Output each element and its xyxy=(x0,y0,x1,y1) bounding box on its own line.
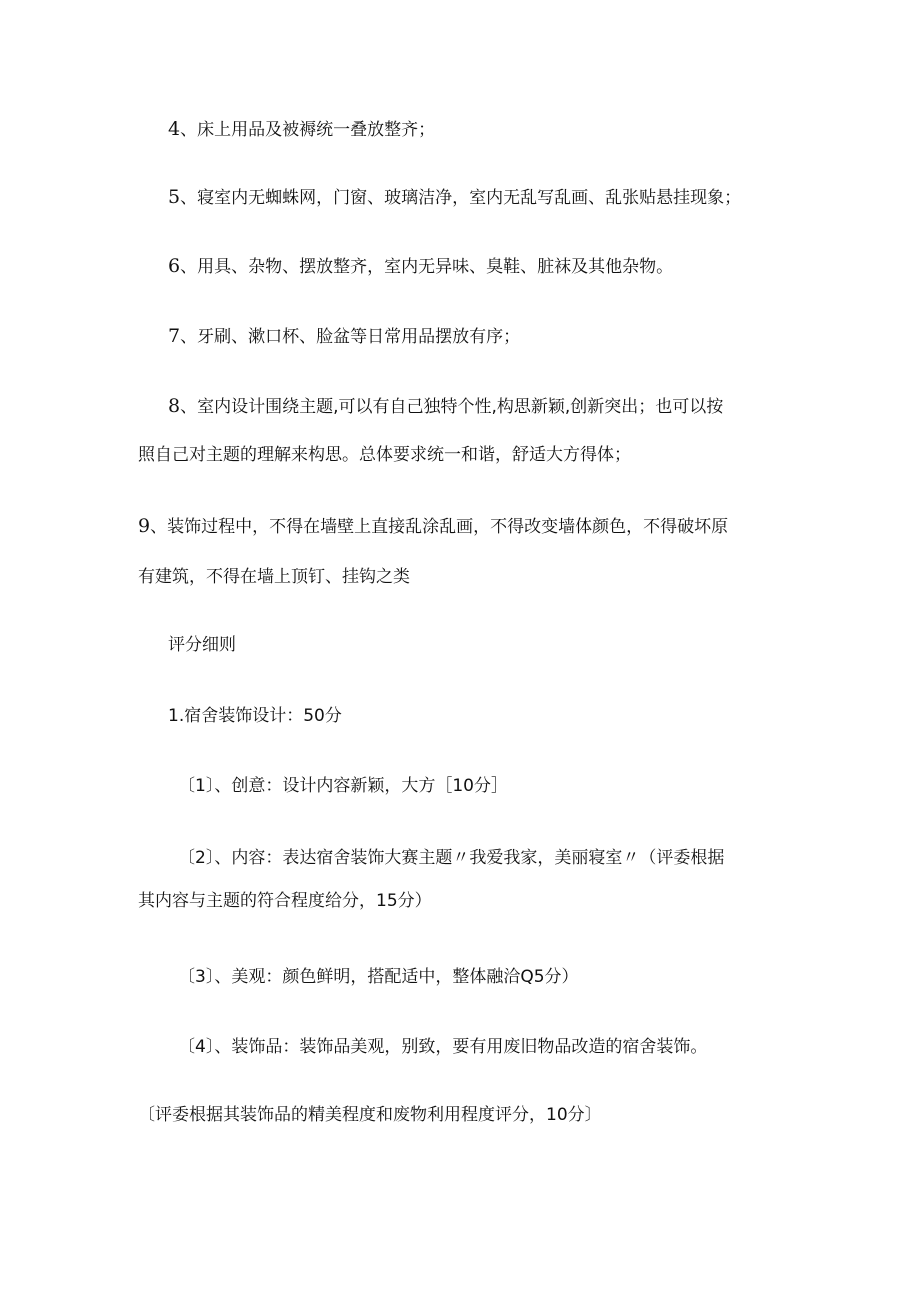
scoring-item-4-line-1: 〔4〕、装饰品：装饰品美观，别致，要有用废旧物品改造的宿舍装饰。 xyxy=(178,1037,708,1057)
rule-7: 7、牙刷、漱口杯、脸盆等日常用品摆放有序； xyxy=(168,325,521,347)
scoring-item-1: 〔1〕、创意：设计内容新颖，大方［10分］ xyxy=(178,776,508,796)
scoring-item-2-line-2: 其内容与主题的符合程度给分，15分） xyxy=(138,891,432,911)
rule-9-line-2: 有建筑，不得在墙上顶钉、挂钩之类 xyxy=(138,567,410,587)
scoring-item-3: 〔3〕、美观：颜色鲜明，搭配适中，整体融洽Q5分） xyxy=(178,967,579,987)
rule-8-line-1: 8、室内设计围绕主题,可以有自己独特个性,构思新颖,创新突出；也可以按 xyxy=(168,395,724,417)
scoring-item-4-line-2: 〔评委根据其装饰品的精美程度和废物利用程度评分，10分〕 xyxy=(138,1105,602,1125)
scoring-section-1: 1.宿舍装饰设计：50分 xyxy=(168,706,342,726)
rule-9-line-1: 9、装饰过程中，不得在墙壁上直接乱涂乱画，不得改变墙体颜色，不得破坏原 xyxy=(138,515,729,537)
rule-8-line-2: 照自己对主题的理解来构思。总体要求统一和谐，舒适大方得体； xyxy=(138,445,631,465)
scoring-item-2-line-1: 〔2〕、内容：表达宿舍装饰大赛主题〃我爱我家，美丽寝室〃（评委根据 xyxy=(178,848,725,868)
scoring-heading: 评分细则 xyxy=(168,635,236,655)
rule-6: 6、用具、杂物、摆放整齐，室内无异味、臭鞋、脏袜及其他杂物。 xyxy=(168,255,674,277)
rule-5: 5、寝室内无蜘蛛网，门窗、玻璃洁净，室内无乱写乱画、乱张贴悬挂现象； xyxy=(168,186,742,208)
rule-4: 4、床上用品及被褥统一叠放整齐； xyxy=(168,118,436,140)
